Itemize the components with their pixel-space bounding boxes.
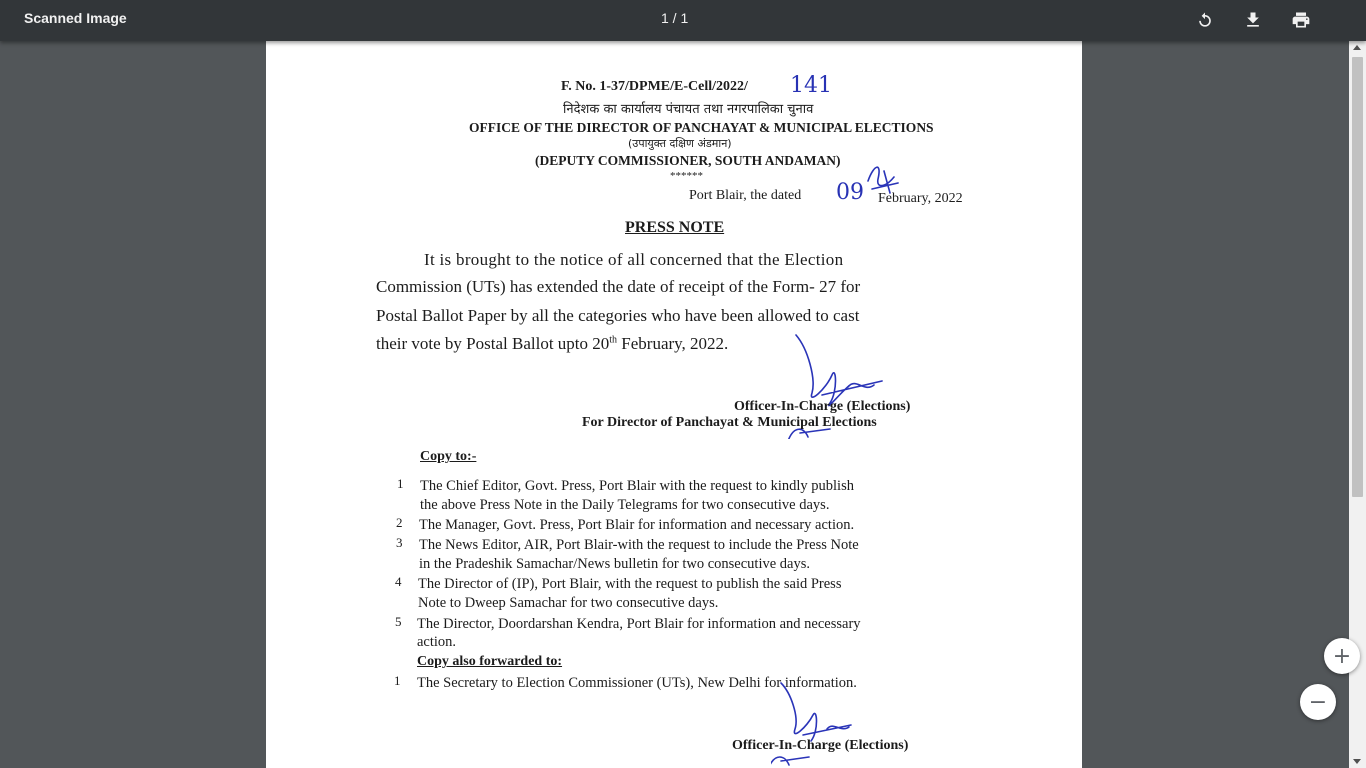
handwritten-date: 09 — [836, 180, 864, 205]
print-icon — [1291, 10, 1311, 30]
copy-item-4-line-2: Note to Dweep Samachar for two consecutive days. — [418, 595, 719, 611]
minus-icon: − — [1308, 689, 1328, 715]
file-number: F. No. 1-37/DPME/E-Cell/2022/ — [561, 79, 748, 94]
signatory-officer-2: Officer-In-Charge (Elections) — [732, 738, 909, 753]
forwarded-item-1-line-1: The Secretary to Election Commissioner (UTs), New Delhi for information. — [417, 675, 857, 691]
copy-item-4-number: 4 — [395, 574, 402, 589]
copy-item-5-line-2: action. — [417, 634, 457, 650]
date-suffix: February, 2022 — [878, 191, 963, 206]
copy-item-4-line-1: The Director of (IP), Port Blair, with the request to publish the said Press — [418, 576, 842, 592]
rotate-button[interactable] — [1190, 5, 1220, 35]
copy-item-3-line-1: The News Editor, AIR, Port Blair-with the request to include the Press Note — [419, 537, 859, 553]
copy-item-2-line-1: The Manager, Govt. Press, Port Blair for information and necessary action. — [419, 517, 855, 533]
officer-signature-2 — [771, 679, 861, 768]
press-note-heading: PRESS NOTE — [625, 219, 725, 236]
hindi-deputy-line: (उपायुक्त दक्षिण अंडमान) — [628, 137, 732, 150]
copy-item-5-line-1: The Director, Doordarshan Kendra, Port Blair for information and necessary — [417, 616, 861, 632]
plus-icon: + — [1332, 643, 1352, 669]
forwarded-item-1-number: 1 — [394, 673, 401, 688]
body-line-4 — [376, 334, 728, 354]
zoom-out-button[interactable] — [1300, 684, 1336, 720]
signatory-officer: Officer-In-Charge (Elections) — [734, 399, 911, 414]
download-button[interactable] — [1238, 5, 1268, 35]
viewer-toolbar — [0, 0, 1366, 41]
body-line-4-text: their vote by Postal Ballot upto 20 — [376, 334, 610, 353]
rotate-icon — [1195, 10, 1215, 30]
body-line-3: Postal Ballot Paper by all the categories who have been allowed to cast — [376, 306, 860, 325]
copy-item-1-line-2: the above Press Note in the Daily Telegrams for two consecutive days. — [420, 497, 830, 513]
copy-to-heading: Copy to:- — [420, 449, 477, 464]
copy-item-3-line-2: in the Pradeshik Samachar/News bulletin for two consecutive days. — [419, 556, 810, 572]
zoom-in-button[interactable] — [1324, 638, 1360, 674]
office-heading: OFFICE OF THE DIRECTOR OF PANCHAYAT & MUNICIPAL ELECTIONS — [469, 120, 934, 135]
body-line-2: Commission (UTs) has extended the date of receipt of the Form- 27 for — [376, 277, 861, 296]
deputy-heading: (DEPUTY COMMISSIONER, SOUTH ANDAMAN) — [535, 153, 841, 168]
date-prefix: Port Blair, the dated — [689, 188, 802, 203]
signatory-director: For Director of Panchayat & Municipal Elections — [582, 415, 877, 430]
body-sup: th — [609, 334, 618, 346]
scroll-thumb[interactable] — [1352, 57, 1363, 497]
copy-item-2-number: 2 — [396, 515, 403, 530]
download-icon — [1243, 10, 1263, 30]
forwarded-heading: Copy also forwarded to: — [417, 654, 563, 669]
copy-item-5-number: 5 — [395, 614, 402, 629]
copy-item-3-number: 3 — [396, 535, 403, 550]
handwritten-file-number: 141 — [790, 73, 832, 98]
body-line-4-end: February, 2022. — [617, 334, 729, 353]
stars-divider: ****** — [670, 170, 703, 182]
body-line-1: It is brought to the notice of all concerned that the Election — [424, 250, 844, 269]
copy-item-1-line-1: The Chief Editor, Govt. Press, Port Blair with the request to kindly publish — [420, 478, 854, 494]
page-indicator: 1 / 1 — [661, 10, 689, 26]
date-initials-signature — [864, 159, 904, 197]
hindi-office-line: निदेशक का कार्यालय पंचायत तथा नगरपालिका चुनाव — [563, 102, 814, 117]
document-page — [266, 41, 1082, 768]
scroll-down-icon[interactable] — [1353, 759, 1361, 764]
scroll-up-icon[interactable] — [1353, 45, 1361, 50]
document-title: Scanned Image — [24, 10, 127, 26]
print-button[interactable] — [1286, 5, 1316, 35]
copy-item-1-number: 1 — [397, 476, 404, 491]
